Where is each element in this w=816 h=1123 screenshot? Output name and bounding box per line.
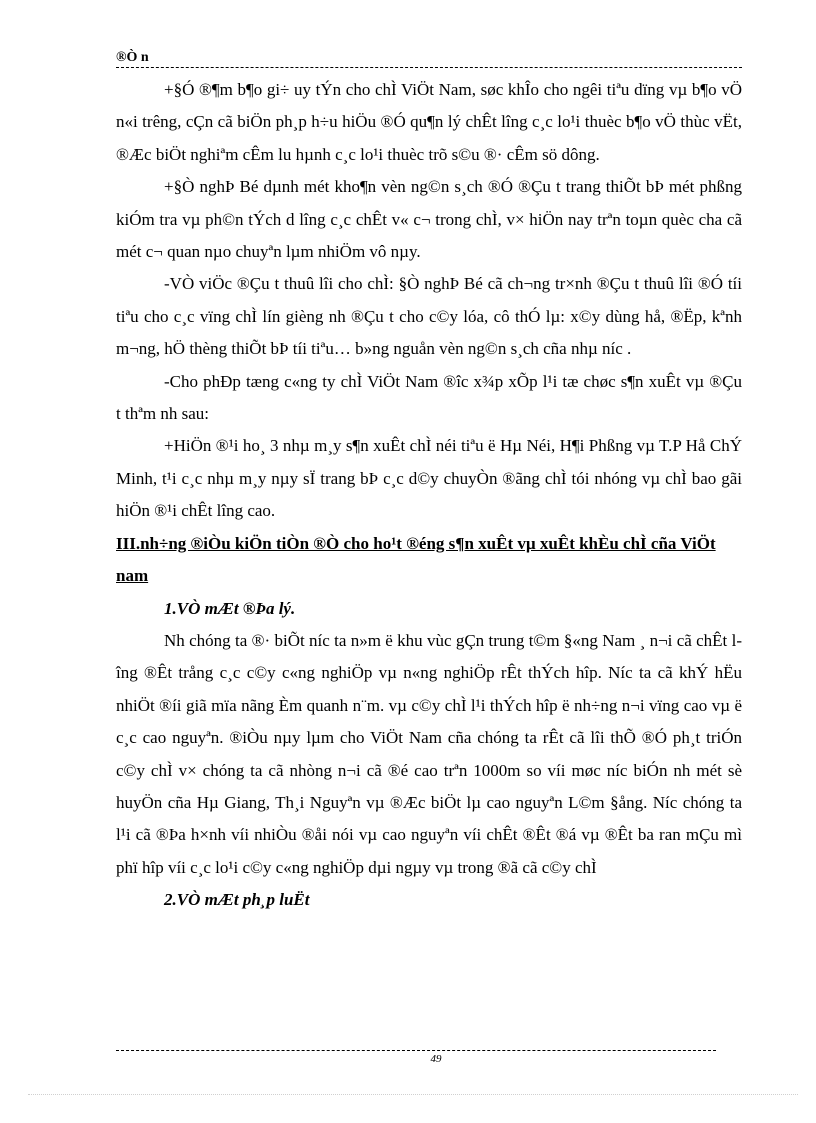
- document-body: [116, 74, 742, 917]
- paragraph-geography: Nh chóng ta ®· biÕt níc ta n»m ë khu vùc gÇn trung t©m §«ng Nam ¸ n¬i cã chÊt lîng ®Êt trång c¸c c©y c«ng nghiÖp vµ n«ng nghiÖp rÊt thÝch hîp. Níc ta cã khÝ hËu nhiÖt ®íi giã mïa nãng Èm quanh n¨m. vµ c©y chÌ l¹i thÝch hîp ë nh÷ng n¬i vïng cao vµ ë c¸c cao nguyªn. ®iÒu nµy lµm cho ViÖt Nam cña chóng ta rÊt cã lîi thÕ ®Ó ph¸t triÓn c©y chÌ v× chóng ta cã nhòng n¬i cã ®é cao trªn 1000m so víi møc níc biÓn nh mét sè huyÖn cña Hµ Giang, Th¸i Nguyªn vµ ®Æc biÖt lµ cao nguyªn L©m §ång. Níc chóng ta l¹i cã ®Þa h×nh víi nhiÒu ®åi nói vµ cao nguyªn víi chÊt ®Êt ®á vµ ®Êt ba ran mÇu mì phï hîp víi c¸c lo¹i c©y c«ng nghiÖp dµi ngµy vµ trong ®ã cã c©y chÌ: [116, 630, 742, 877]
- page-header-title: ®Ò n: [116, 50, 149, 65]
- paragraph-irrigation: -VÒ viÖc ®Çu t thuû lîi cho chÌ: §Ò nghÞ Bé cã ch¬ng tr×nh ®Çu t thuû lîi ®Ó tíi tiªu cho c¸c vïng chÌ lín gièng nh ®Çu t cho c©y lóa, cô thÓ lµ: x©y dùng hå, ®Ëp, kªnh m¬ng, hÖ thèng thiÕt bÞ tíi tiªu… b»ng nguån vèn ng©n s¸ch cña nhµ níc .: [116, 274, 742, 359]
- section-heading: III.nh÷ng ®iÒu kiÖn tiÒn ®Ò cho ho¹t ®éng s¶n xuÊt vµ xuÊt khÈu chÌ cña ViÖt nam: [116, 533, 716, 586]
- subsection-geography-title: 1.VÒ mÆt ®Þa lý.: [164, 598, 296, 618]
- subsection-legal-title: 2.VÒ mÆt ph¸p luËt: [164, 890, 310, 910]
- footer-divider: [116, 1050, 716, 1051]
- paragraph-pesticide-control: +§Ó ®¶m b¶o gi÷ uy tÝn cho chÌ ViÖt Nam, søc khÎo cho ngêi tiªu dïng vµ b¶o vÖ n«i trêng, cÇn cã biÖn ph¸p h÷u hiÖu ®Ó qu¶n lý chÊt lîng c¸c lo¹i thuèc b¶o vÖ thùc vËt, ®Æc biÖt nghiªm cÊm lu hµnh c¸c lo¹i thuèc trõ s©u ®· cÊm sö dông.: [116, 80, 742, 164]
- paragraph-reorganization: -Cho phÐp tæng c«ng ty chÌ ViÖt Nam ®îc x¾p xÕp l¹i tæ chøc s¶n xuÊt vµ ®Çu t thªm nh sau:: [116, 371, 742, 424]
- page-bottom-border: [28, 1094, 798, 1095]
- paragraph-testing-lab: +§Ò nghÞ Bé dµnh mét kho¶n vèn ng©n s¸ch ®Ó ®Çu t trang thiÕt bÞ mét phßng kiÓm tra vµ ph©n tÝch d lîng c¸c chÊt v« c¬ trong chÌ, v× hiÖn nay trªn toµn quèc cha cã mét c¬ quan nµo chuyªn lµm nhiÖm vô nµy.: [116, 177, 742, 262]
- page-number: 49: [430, 1053, 442, 1065]
- header-divider: [116, 67, 742, 68]
- paragraph-modernization: +HiÖn ®¹i ho¸ 3 nhµ m¸y s¶n xuÊt chÌ néi tiªu ë Hµ Néi, H¶i Phßng vµ T.P Hå ChÝ Minh, t¹i c¸c nhµ m¸y nµy sÏ trang bÞ c¸c d©y chuyÒn ®ãng chÌ tói nhóng vµ chÌ bao gãi hiÖn ®¹i chÊt lîng cao.: [116, 436, 742, 521]
